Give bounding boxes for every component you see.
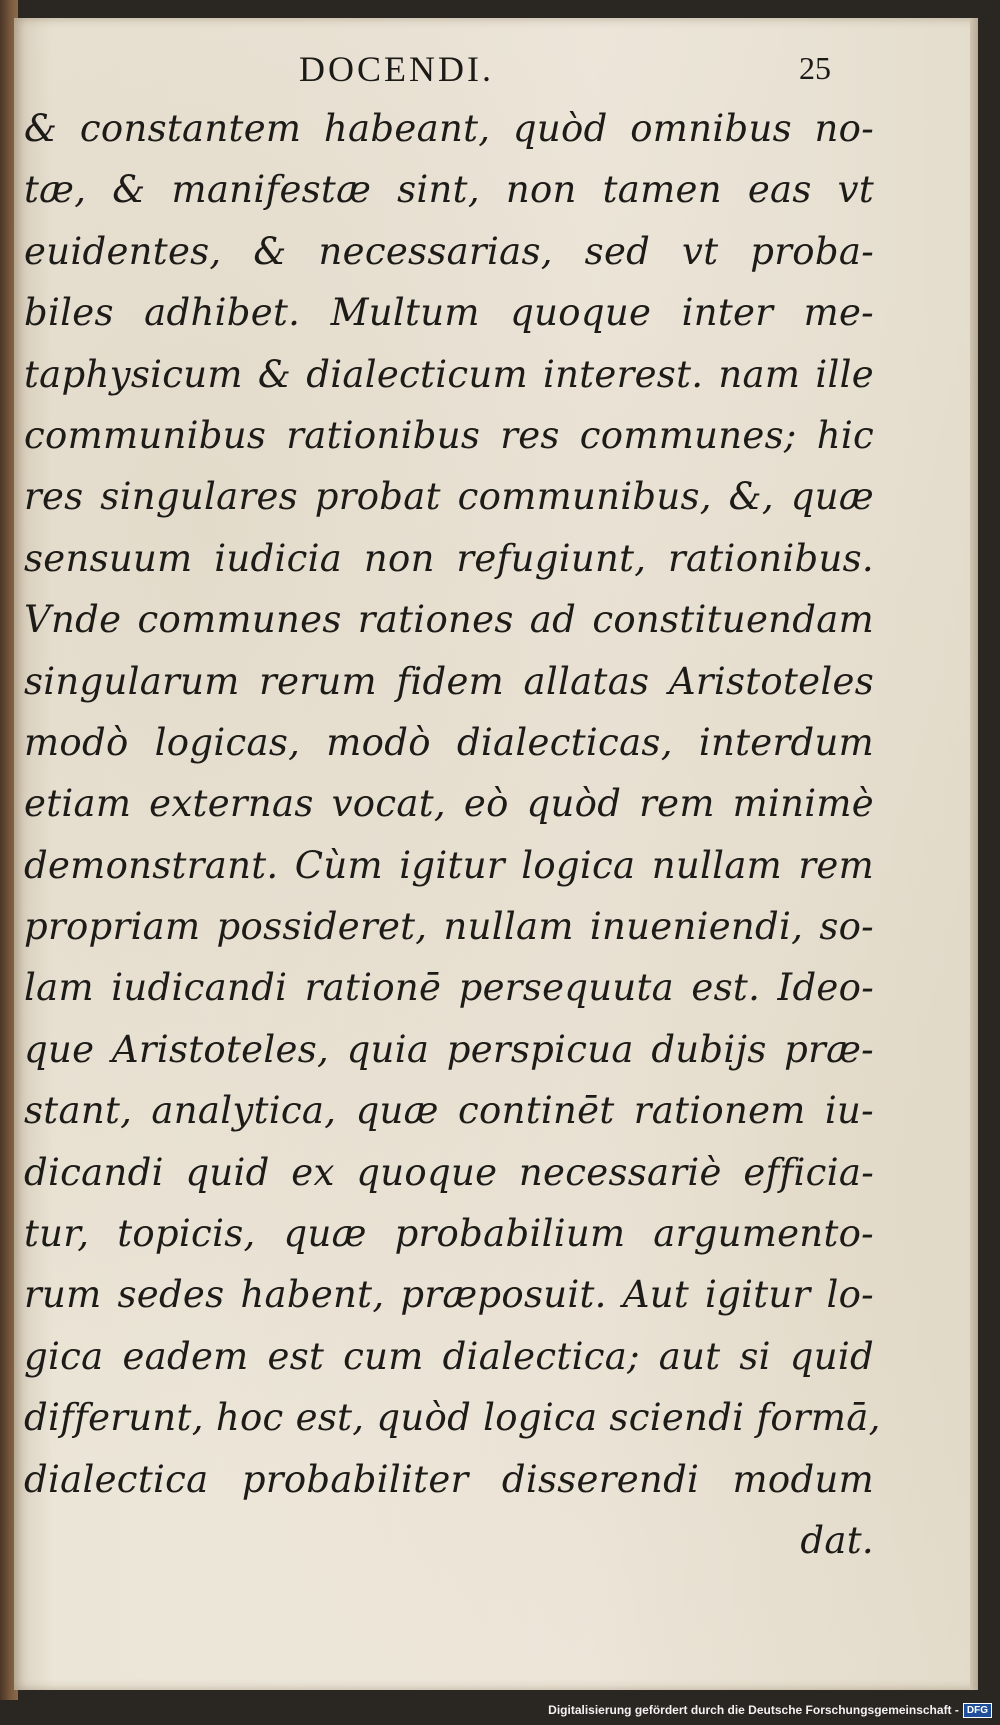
page-number: 25 xyxy=(799,50,831,86)
dfg-logo: DFG xyxy=(963,1703,992,1718)
text-line: differunt, hoc est, quòd logica sciendi formā, xyxy=(24,1396,881,1440)
text-line: communibus rationibus res communes; hic xyxy=(24,413,874,457)
text-line: que Aristoteles, quia perspicua dubijs præ- xyxy=(24,1027,874,1071)
text-line: lam iudicandi rationē persequuta est. Ideo- xyxy=(24,966,874,1010)
text-line: taphysicum & dialecticum interest. nam ille xyxy=(24,352,874,396)
body-text xyxy=(24,98,881,1571)
page-header xyxy=(14,48,978,98)
text-line: singularum rerum fidem allatas Aristoteles xyxy=(24,659,874,703)
text-line-final: dat. xyxy=(800,1518,874,1562)
text-line: demonstrant. Cùm igitur logica nullam rem xyxy=(24,843,874,887)
text-line: dicandi quid ex quoque necessariè efficia- xyxy=(24,1150,874,1194)
text-line: & constantem habeant, quòd omnibus no- xyxy=(24,107,874,150)
running-head: DOCENDI. xyxy=(299,49,494,89)
text-line: euidentes, & necessarias, sed vt proba- xyxy=(24,229,874,273)
page-edge xyxy=(970,18,978,1690)
text-line: propriam possideret, nullam inueniendi, so- xyxy=(24,905,874,949)
text-line: stant, analytica, quæ continēt rationem iu- xyxy=(24,1089,874,1133)
text-line: rum sedes habent, præposuit. Aut igitur lo- xyxy=(24,1273,874,1317)
digitization-credit xyxy=(548,1701,992,1719)
text-line: gica eadem est cum dialectica; aut si quid xyxy=(24,1334,874,1378)
text-line: Vnde communes rationes ad constituendam xyxy=(24,598,874,642)
text-line: tæ, & manifestæ sint, non tamen eas vt xyxy=(24,168,874,212)
book-page xyxy=(14,18,978,1690)
text-line: sensuum iudicia non refugiunt, rationibus. xyxy=(24,536,874,580)
text-line: tur, topicis, quæ probabilium argumento- xyxy=(24,1212,874,1256)
text-line: modò logicas, modò dialecticas, interdum xyxy=(24,720,874,764)
text-line: biles adhibet. Multum quoque inter me- xyxy=(24,291,874,335)
credit-text: Digitalisierung gefördert durch die Deutsche Forschungsgemeinschaft - xyxy=(548,1703,959,1717)
text-line: etiam externas vocat, eò quòd rem minimè xyxy=(24,782,874,826)
text-line: res singulares probat communibus, &, quæ xyxy=(24,475,874,519)
text-line: dialectica probabiliter disserendi modum xyxy=(24,1457,874,1501)
